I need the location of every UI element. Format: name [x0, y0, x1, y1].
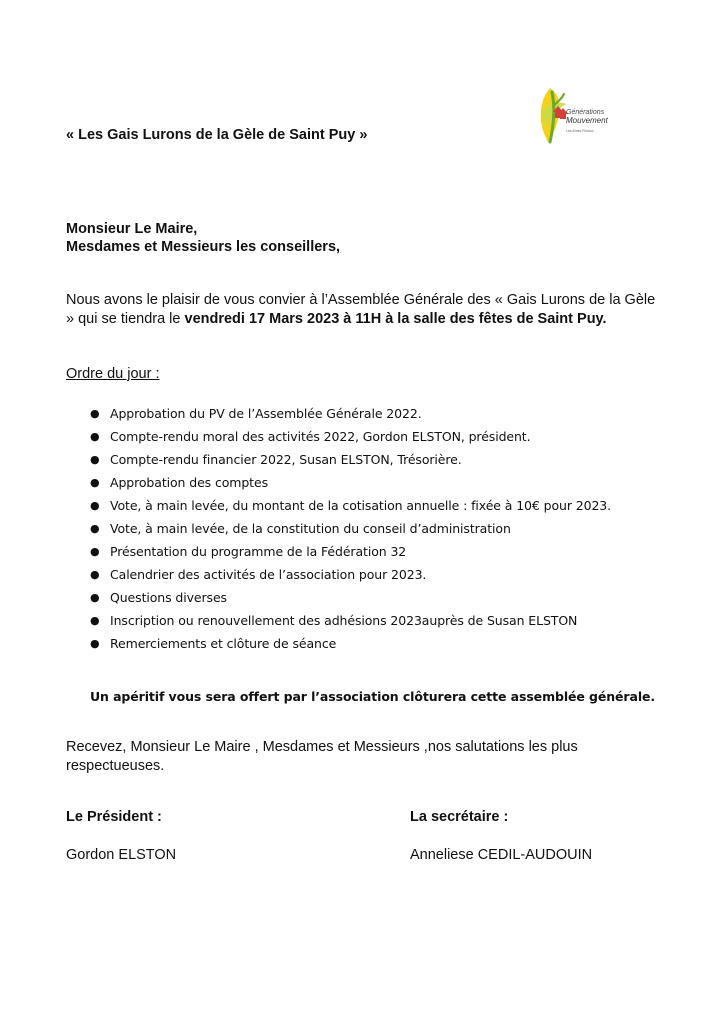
invitation-paragraph	[66, 291, 666, 328]
agenda-heading: Ordre du jour :	[66, 366, 160, 382]
bullet-icon: ●	[90, 568, 100, 581]
agenda-item	[90, 496, 650, 516]
agenda-item-text: Vote, à main levée, du montant de la cotisation annuelle : fixée à 10€ pour 2023.	[110, 498, 612, 513]
bullet-icon: ●	[90, 430, 100, 443]
bullet-icon: ●	[90, 522, 100, 535]
bullet-icon: ●	[90, 545, 100, 558]
agenda-item	[90, 611, 650, 631]
agenda-list	[90, 404, 650, 657]
agenda-item-text: Approbation du PV de l’Assemblée Générale 2022.	[110, 406, 422, 421]
salutation-line-mayor: Monsieur Le Maire,	[66, 221, 198, 237]
logo-text-generations: Générations	[566, 109, 605, 116]
agenda-item	[90, 565, 650, 585]
bullet-icon: ●	[90, 591, 100, 604]
agenda-item	[90, 519, 650, 539]
bullet-icon: ●	[90, 453, 100, 466]
bullet-icon: ●	[90, 499, 100, 512]
bullet-icon: ●	[90, 407, 100, 420]
salutation-block	[66, 220, 340, 256]
bullet-icon: ●	[90, 614, 100, 627]
agenda-item-text: Approbation des comptes	[110, 475, 268, 490]
generations-mouvement-logo	[536, 84, 628, 146]
document-title: « Les Gais Lurons de la Gèle de Saint Puy »	[66, 127, 368, 143]
secretary-role: La secrétaire :	[410, 809, 509, 825]
closing-paragraph: Recevez, Monsieur Le Maire , Mesdames et Messieurs ,nos salutations les plus respectueuses.	[66, 739, 578, 774]
agenda-item-text: Compte-rendu moral des activités 2022, Gordon ELSTON, président.	[110, 429, 531, 444]
logo-text-tagline: Les Aînés Ruraux	[566, 129, 594, 133]
agenda-item	[90, 634, 650, 654]
logo-text-mouvement: Mouvement	[566, 116, 608, 125]
agenda-item	[90, 427, 650, 447]
secretary-name: Anneliese CEDIL-AUDOUIN	[410, 847, 593, 863]
agenda-item-text: Présentation du programme de la Fédération 32	[110, 544, 407, 559]
agenda-item-text: Calendrier des activités de l’association pour 2023.	[110, 567, 427, 582]
agenda-item	[90, 450, 650, 470]
agenda-item	[90, 473, 650, 493]
bullet-icon: ●	[90, 476, 100, 489]
agenda-item-text: Vote, à main levée, de la constitution du conseil d’administration	[110, 521, 511, 536]
agenda-item-text: Compte-rendu financier 2022, Susan ELSTON, Trésorière.	[110, 452, 462, 467]
salutation-line-councillors: Mesdames et Messieurs les conseillers,	[66, 239, 341, 255]
agenda-item	[90, 404, 650, 424]
aperitif-notice: Un apéritif vous sera offert par l’association clôturera cette assemblée générale.	[90, 689, 656, 704]
bullet-icon: ●	[90, 637, 100, 650]
agenda-item-text: Inscription ou renouvellement des adhésions 2023auprès de Susan ELSTON	[110, 613, 578, 628]
agenda-item	[90, 588, 650, 608]
agenda-item	[90, 542, 650, 562]
agenda-item-text: Remerciements et clôture de séance	[110, 636, 337, 651]
invitation-text: Nous avons le plaisir de vous convier à l’Assemblée Générale des « Gais Lurons de la Gèle » qui se tiendra le	[66, 292, 656, 327]
invitation-date-location: vendredi 17 Mars 2023 à 11H à la salle des fêtes de Saint Puy.	[184, 310, 607, 327]
president-name: Gordon ELSTON	[66, 847, 177, 863]
agenda-item-text: Questions diverses	[110, 590, 227, 605]
president-role: Le Président :	[66, 809, 162, 825]
